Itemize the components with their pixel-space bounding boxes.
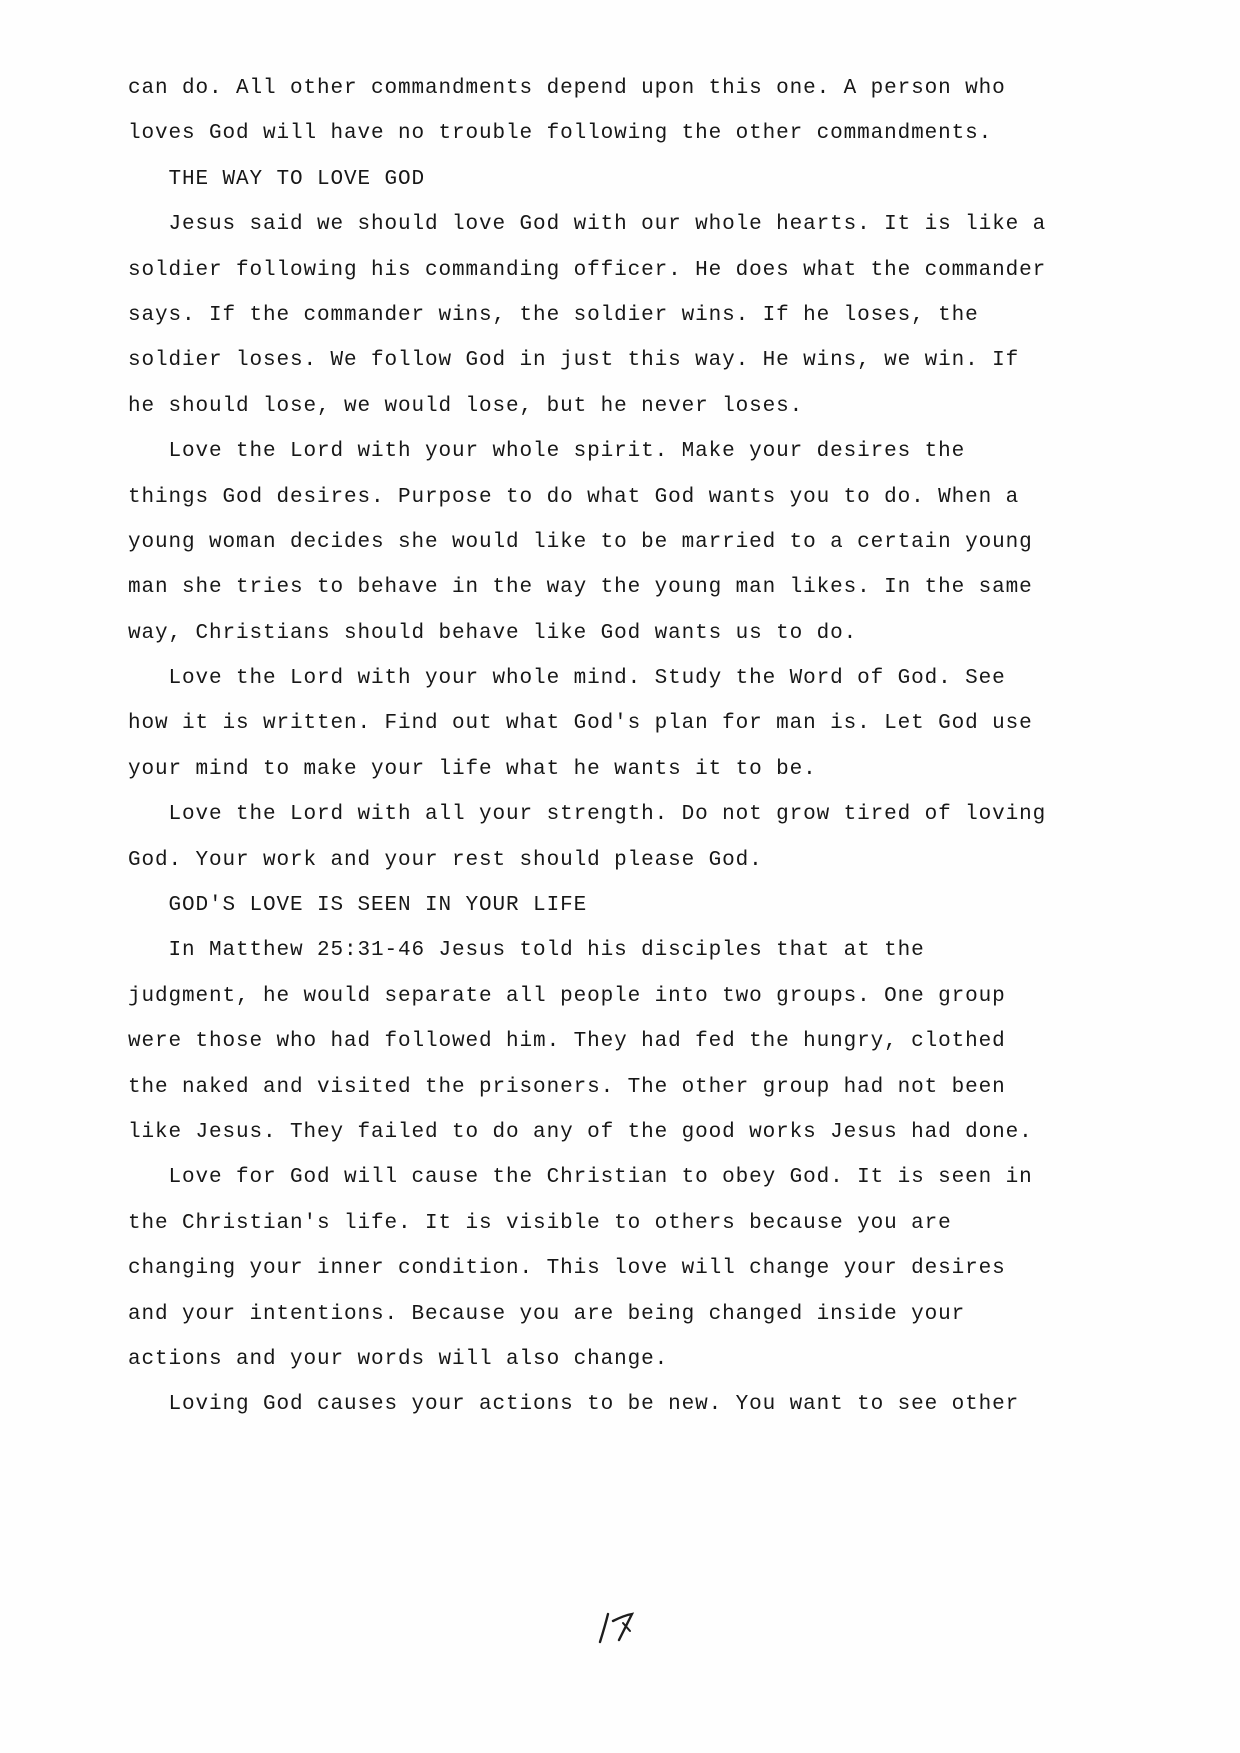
text-line: young woman decides she would like to be married to a certain young bbox=[128, 530, 1033, 554]
text-line: Love the Lord with all your strength. Do not grow tired of loving bbox=[128, 803, 1047, 827]
text-line: things God desires. Purpose to do what God wants you to do. When a bbox=[128, 485, 1020, 509]
text-line: how it is written. Find out what God's plan for man is. Let God use bbox=[128, 712, 1033, 736]
document-text bbox=[128, 66, 1046, 1428]
text-line: says. If the commander wins, the soldier wins. If he loses, the bbox=[128, 303, 979, 327]
text-line: changing your inner condition. This love will change your desires bbox=[128, 1257, 1006, 1281]
text-line: Love the Lord with your whole spirit. Make your desires the bbox=[128, 440, 966, 464]
text-line: can do. All other commandments depend upon this one. A person who bbox=[128, 77, 1006, 100]
text-line: Jesus said we should love God with our whole hearts. It is like a bbox=[128, 213, 1047, 237]
text-line: Love the Lord with your whole mind. Study the Word of God. See bbox=[128, 667, 1006, 691]
text-line: he should lose, we would lose, but he never loses. bbox=[128, 394, 804, 418]
text-line: soldier following his commanding officer. He does what the commander bbox=[128, 258, 1047, 282]
text-line: Loving God causes your actions to be new. You want to see other bbox=[128, 1393, 1020, 1417]
text-line: were those who had followed him. They had fed the hungry, clothed bbox=[128, 1030, 1006, 1054]
text-line: the naked and visited the prisoners. The other group had not been bbox=[128, 1075, 1006, 1099]
text-line: actions and your words will also change. bbox=[128, 1347, 669, 1371]
text-line: In Matthew 25:31-46 Jesus told his disciples that at the bbox=[128, 939, 925, 963]
text-line: God. Your work and your rest should please God. bbox=[128, 848, 763, 872]
text-line: Love for God will cause the Christian to obey God. It is seen in bbox=[128, 1166, 1033, 1190]
text-line: GOD'S LOVE IS SEEN IN YOUR LIFE bbox=[128, 894, 588, 918]
text-line: like Jesus. They failed to do any of the good works Jesus had done. bbox=[128, 1120, 1033, 1144]
text-line: THE WAY TO LOVE GOD bbox=[128, 167, 426, 191]
text-line: your mind to make your life what he wants it to be. bbox=[128, 757, 817, 781]
text-line: judgment, he would separate all people into two groups. One group bbox=[128, 984, 1006, 1008]
text-line: man she tries to behave in the way the young man likes. In the same bbox=[128, 576, 1033, 600]
text-line: and your intentions. Because you are being changed inside your bbox=[128, 1302, 966, 1326]
text-line: soldier loses. We follow God in just this way. He wins, we win. If bbox=[128, 349, 1020, 373]
handwritten-17-icon bbox=[590, 1606, 642, 1658]
handwritten-page-number bbox=[590, 1606, 642, 1658]
text-line: way, Christians should behave like God wants us to do. bbox=[128, 621, 858, 645]
text-line: the Christian's life. It is visible to others because you are bbox=[128, 1211, 952, 1235]
text-line: loves God will have no trouble following the other commandments. bbox=[128, 122, 993, 146]
